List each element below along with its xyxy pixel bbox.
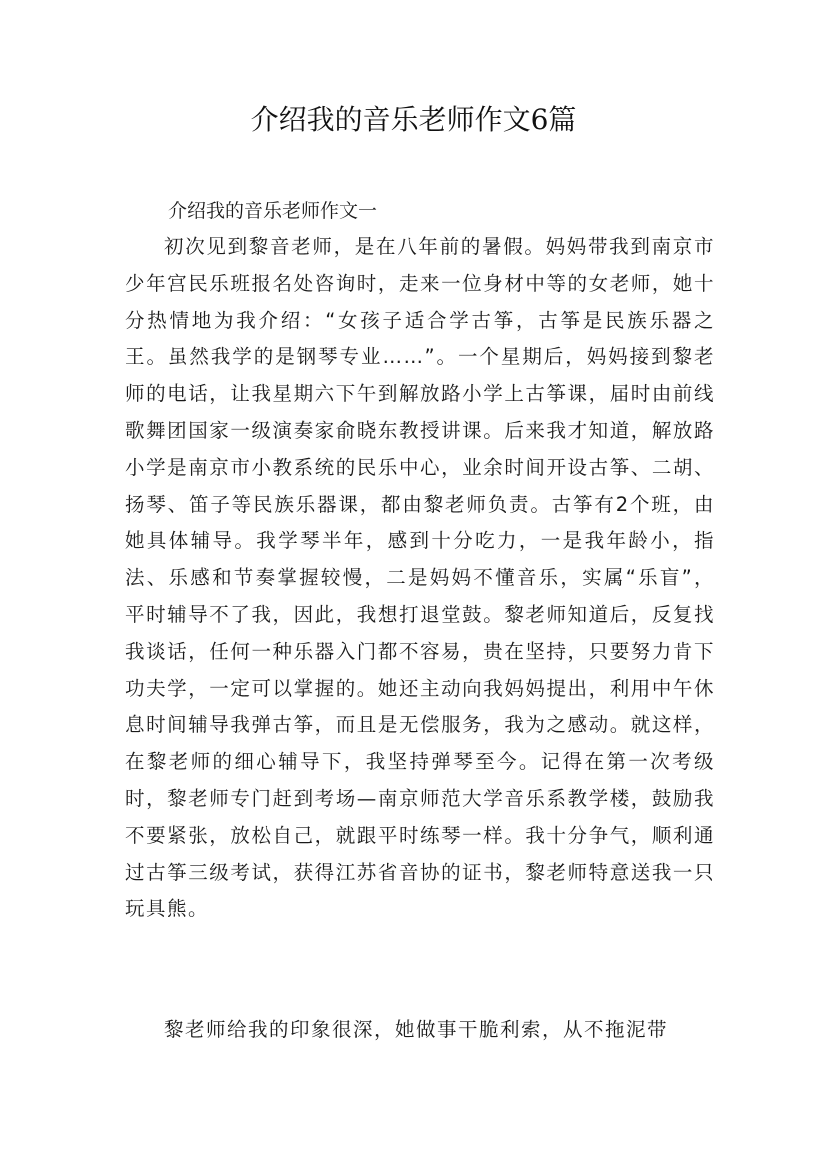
body-paragraph-1: 初次见到黎音老师，是在八年前的暑假。妈妈带我到南京市少年宫民乐班报名处咨询时，走来一位身材中等的女老师，她十分热情地为我介绍：“女孩子适合学古筝，古筝是民族乐器之王。虽然我学的是钢琴专业……”。一个星期后，妈妈接到黎老师的电话，让我星期六下午到解放路小学上古筝课，届时由前线歌舞团国家一级演奏家俞晓东教授讲课。后来我才知道，解放路小学是南京市小教系统的民乐中心，业余时间开设古筝、二胡、扬琴、笛子等民族乐器课，都由黎老师负责。古筝有2个班，由她具体辅导。我学琴半年，感到十分吃力，一是我年龄小，指法、乐感和节奏掌握较慢，二是妈妈不懂音乐，实属“乐盲”，平时辅导不了我，因此，我想打退堂鼓。黎老师知道后，反复找我谈话，任何一种乐器入门都不容易，贵在坚持，只要努力肯下功夫学，一定可以掌握的。她还主动向我妈妈提出，利用中午休息时间辅导我弹古筝，而且是无偿服务，我为之感动。就这样，在黎老师的细心辅导下，我坚持弹琴至今。记得在第一次考级时，黎老师专门赶到考场—南京师范大学音乐系教学楼，鼓励我不要紧张，放松自己，就跟平时练琴一样。我十分争气，顺利通过古筝三级考试，获得江苏省音协的证书，黎老师特意送我一只玩具熊。 bbox=[125, 235, 715, 921]
document-title: 介绍我的音乐老师作文6篇 bbox=[250, 103, 577, 136]
section-heading: 介绍我的音乐老师作文一 bbox=[168, 200, 378, 222]
body-paragraph-2: 黎老师给我的印象很深，她做事干脆利索，从不拖泥带 bbox=[164, 1018, 669, 1041]
